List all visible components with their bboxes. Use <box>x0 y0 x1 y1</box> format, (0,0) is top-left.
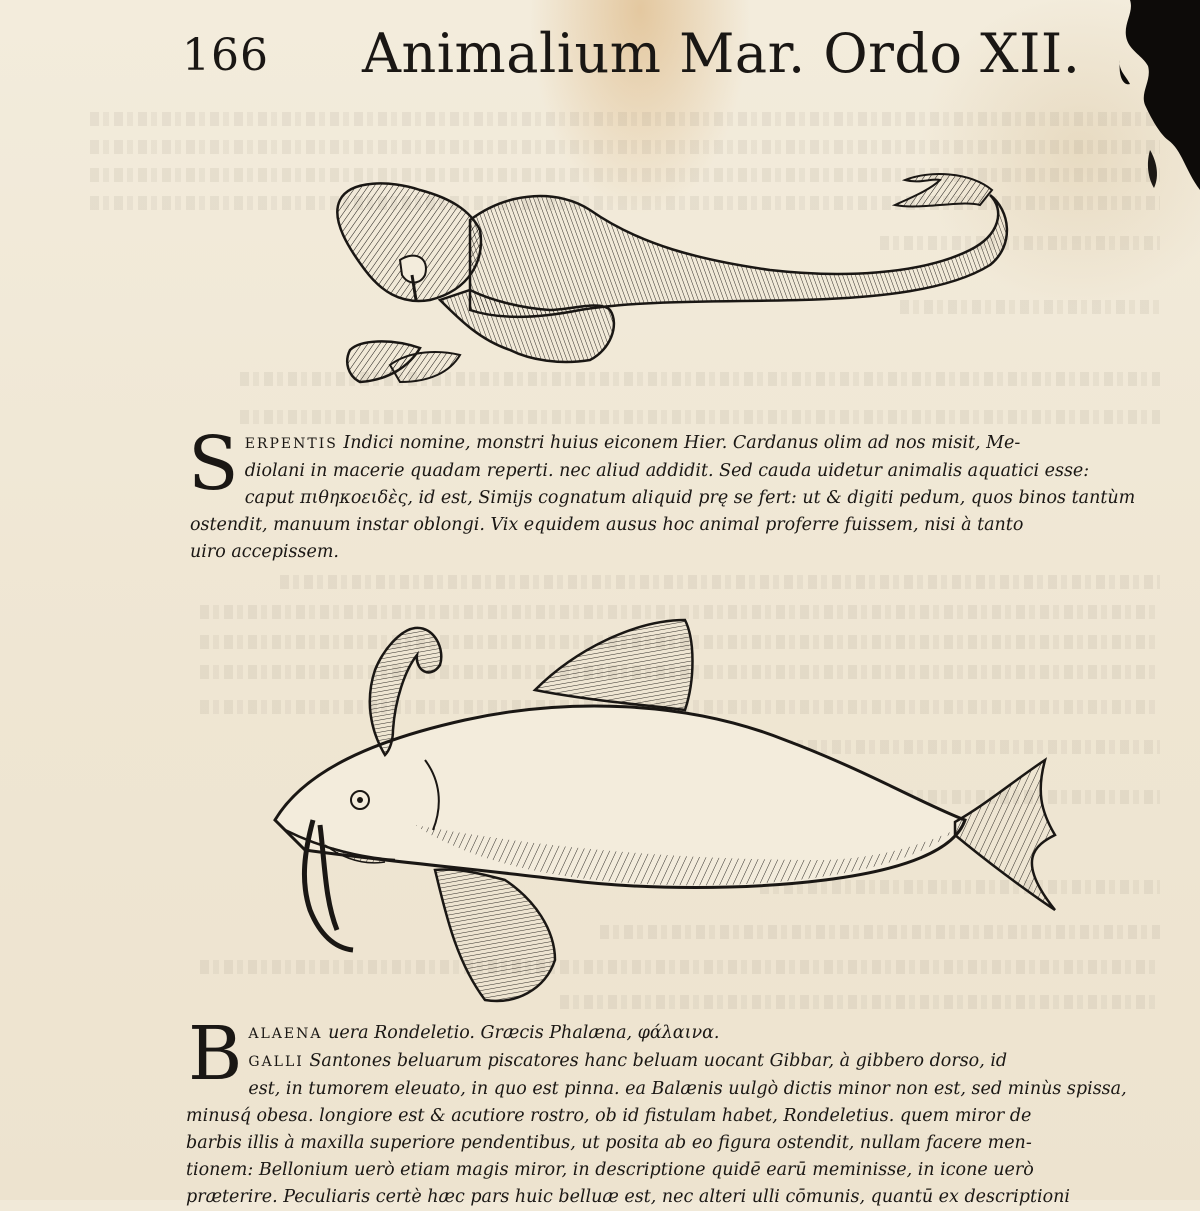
line-text: Santones beluarum piscatores hanc beluam uocant Gibbar, à gibbero dorso, id <box>309 1051 1008 1071</box>
dropcap-b: B <box>188 1011 243 1097</box>
whale-fish-woodcut <box>265 610 1065 1010</box>
burn-damage-mark <box>1090 0 1200 200</box>
bleed-through-text <box>90 112 1160 126</box>
balaena-paragraph <box>186 1011 1135 1211</box>
serpentis-paragraph <box>188 421 1136 566</box>
text-line: tionem: Bellonium uerò etiam magis miror, in descriptione quidē earū meminisse, in icone uerò <box>186 1160 1034 1180</box>
text-line: uiro accepissem. <box>190 542 339 562</box>
section-heading: uera Rondeletio. Græcis Phalæna, φάλαινα. <box>328 1023 720 1043</box>
text-line: est, in tumorem eleuato, in quo est pinna. ea Balænis uulgò dictis minor non est, sed minùs spissa, <box>248 1079 1127 1099</box>
text-line: caput πιθηκοειδὲς, id est, Simijs cognatum aliquid prę se fert: ut & digiti pedum, quos binos tantùm <box>244 488 1136 508</box>
text-line: ostendit, manuum instar oblongi. Vix equidem ausus hoc animal proferre fuissem, nisi à tanto <box>190 515 1024 535</box>
page-number: 166 <box>182 30 269 81</box>
line-text: Indici nomine, monstri huius eiconem Hier. Cardanus olim ad nos misit, Me- <box>343 433 1021 453</box>
text-line: minusq́ obesa. longiore est & acutiore rostro, ob id fistulam habet, Rondeletius. quem miror de <box>186 1106 1032 1126</box>
dropcap-s: S <box>188 421 239 507</box>
galli-lead: GALLI <box>248 1054 304 1070</box>
sea-monster-woodcut <box>320 150 1020 400</box>
section-lead: ERPENTIS <box>244 436 338 452</box>
text-line: præterire. Peculiaris certè hæc pars huic belluæ est, nec alteri ulli cōmunis, quantū ex descriptioni <box>186 1187 1071 1207</box>
page-header <box>182 22 1081 92</box>
running-head: Animalium Mar. Ordo XII. <box>362 22 1081 85</box>
text-line <box>190 1020 1135 1048</box>
text-line: barbis illis à maxilla superiore pendentibus, ut posita ab eo figura ostendit, nullam facere men- <box>186 1133 1032 1153</box>
text-line: diolani in macerie quadam reperti. nec aliud addidit. Sed cauda uidetur animalis aquatici esse: <box>244 461 1090 481</box>
bleed-through-text <box>280 575 1160 589</box>
text-line <box>190 430 1135 458</box>
section-lead: ALAENA <box>248 1026 323 1042</box>
bleed-through-text <box>240 410 1160 424</box>
text-line <box>190 1048 1135 1076</box>
